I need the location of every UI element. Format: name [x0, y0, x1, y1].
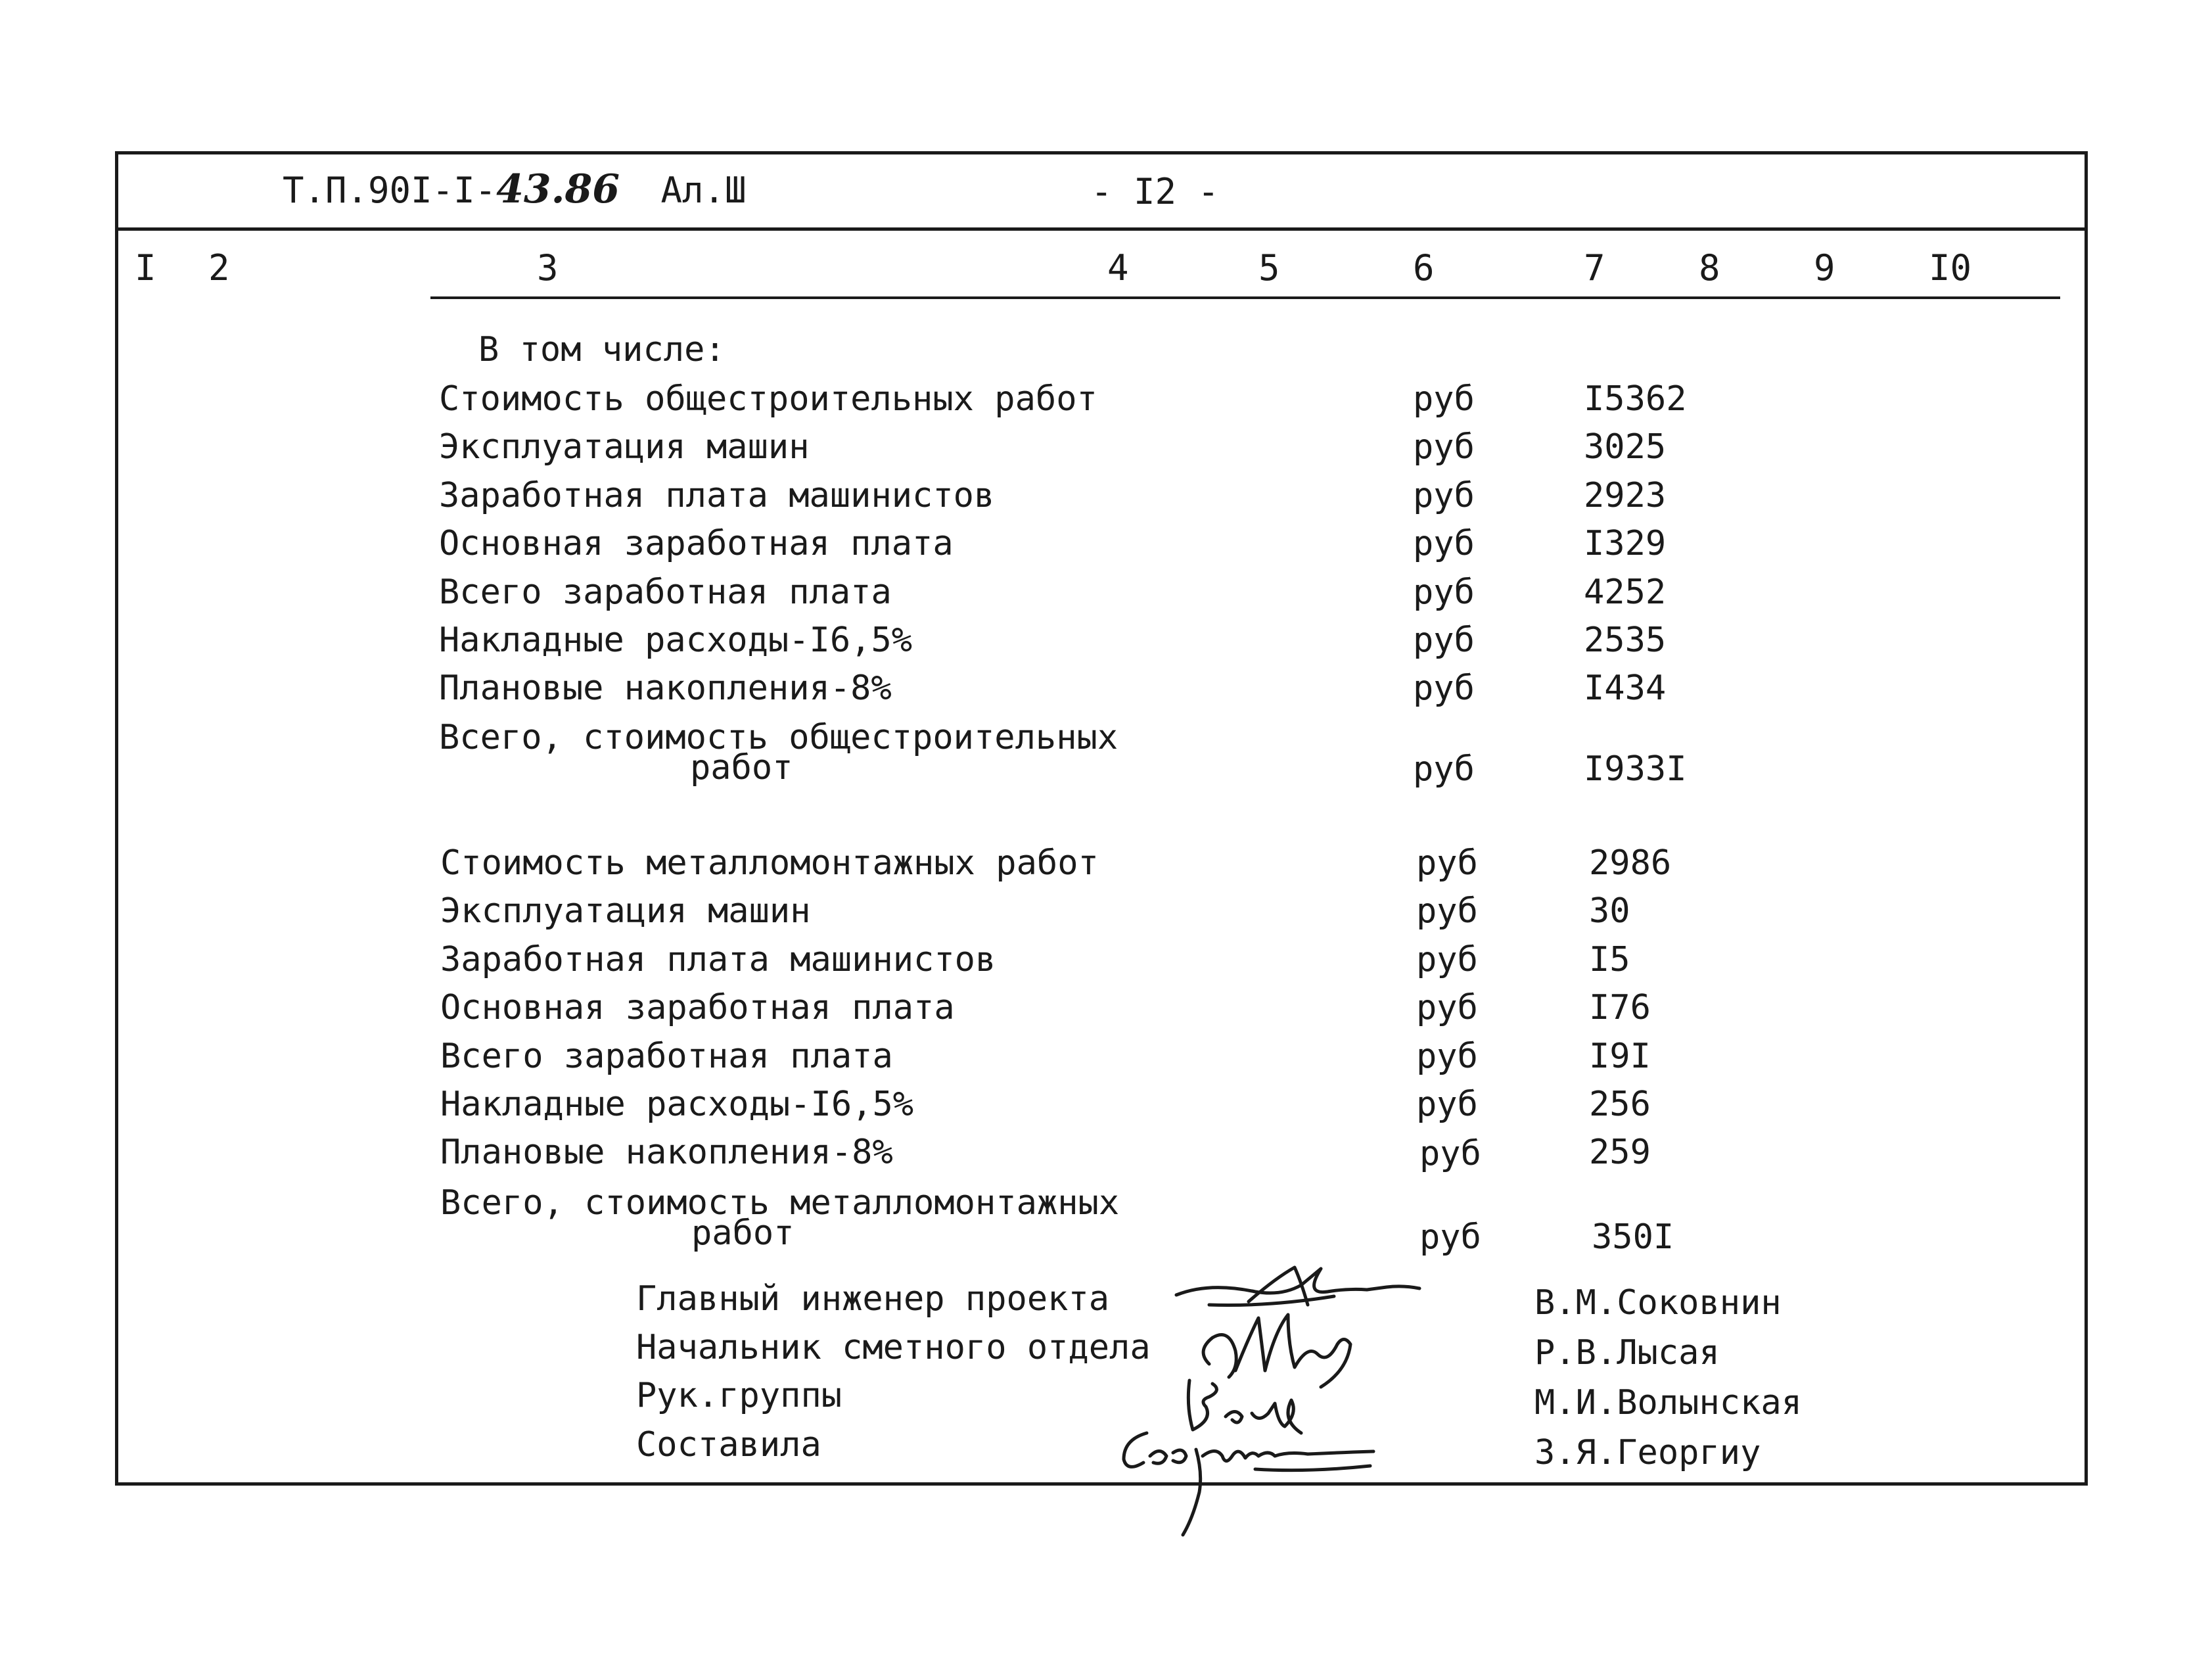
row-unit: руб — [1413, 427, 1475, 467]
row-unit: руб — [1413, 476, 1475, 515]
row-value: I933I — [1584, 749, 1687, 789]
row-name: Заработная плата машинистов — [440, 940, 996, 979]
row-value: I76 — [1589, 988, 1651, 1027]
row-name: Всего, стоимость металломонтажных — [440, 1183, 1120, 1223]
row-value: 350I — [1592, 1217, 1674, 1257]
row-value: I9I — [1589, 1037, 1651, 1076]
row-name: Всего заработная плата — [440, 1037, 893, 1076]
column-number-3: 3 — [537, 247, 559, 289]
signature-person: Р.В.Лысая — [1534, 1333, 1720, 1373]
row-unit: руб — [1416, 843, 1478, 883]
signature-role: Рук.группы — [636, 1376, 842, 1415]
row-value: I5362 — [1584, 379, 1687, 419]
row-unit: руб — [1413, 379, 1475, 419]
row-value: 2535 — [1584, 621, 1667, 660]
row-value: I434 — [1584, 669, 1667, 708]
row-name-continuation: работ — [691, 1213, 795, 1253]
row-name: Всего, стоимость общестроительных — [439, 718, 1118, 757]
signature-role: Составила — [636, 1425, 821, 1465]
row-name: Накладные расходы-I6,5% — [440, 1085, 914, 1124]
row-value: 259 — [1589, 1133, 1651, 1172]
signature-role: Главный инженер проекта — [636, 1279, 1110, 1319]
row-value: 256 — [1589, 1085, 1651, 1124]
row-unit: руб — [1416, 1085, 1478, 1124]
row-unit: руб — [1413, 524, 1475, 563]
row-value: I5 — [1589, 940, 1630, 979]
row-unit: руб — [1416, 1037, 1478, 1076]
signature-role: Начальник сметного отдела — [636, 1328, 1151, 1367]
signature-person: М.И.Волынская — [1534, 1383, 1802, 1422]
row-unit: руб — [1419, 1217, 1481, 1257]
handwritten-signature-compiler — [1111, 1420, 1387, 1538]
row-value: I329 — [1584, 524, 1667, 563]
row-name: Заработная плата машинистов — [439, 476, 995, 515]
row-name: Всего заработная плата — [439, 573, 892, 612]
row-value: 2923 — [1584, 476, 1667, 515]
row-unit: руб — [1413, 573, 1475, 612]
row-unit: руб — [1416, 988, 1478, 1027]
album-label: Ал.Ш — [660, 170, 747, 211]
row-name: Стоимость общестроительных работ — [439, 379, 1097, 419]
row-value: 4252 — [1584, 573, 1667, 612]
row-name: Эксплуатация машин — [439, 427, 810, 467]
column-number-5: 5 — [1258, 247, 1280, 289]
document-code — [283, 166, 747, 212]
row-unit: руб — [1416, 940, 1478, 979]
row-name: Стоимость металломонтажных работ — [440, 843, 1099, 883]
row-unit: руб — [1413, 621, 1475, 660]
row-value: 2986 — [1589, 843, 1672, 883]
row-name: Основная заработная плата — [440, 988, 955, 1027]
document-code-handwritten: 43.86 — [496, 166, 620, 212]
intro-text: В том числе: — [478, 330, 726, 369]
row-name: Накладные расходы-I6,5% — [439, 621, 913, 660]
row-value: 30 — [1589, 891, 1630, 931]
row-name: Эксплуатация машин — [440, 891, 811, 931]
row-unit: руб — [1419, 1134, 1481, 1173]
signature-person: В.М.Соковнин — [1534, 1283, 1782, 1323]
row-unit: руб — [1413, 749, 1475, 789]
signature-person: З.Я.Георгиу — [1534, 1433, 1761, 1472]
row-name: Основная заработная плата — [439, 524, 954, 563]
column-number-1: I — [135, 247, 156, 289]
row-unit: руб — [1416, 891, 1478, 931]
document-code-prefix: Т.П.90I-I- — [283, 170, 497, 211]
column-number-6: 6 — [1413, 247, 1435, 289]
row-name: Плановые накопления-8% — [439, 669, 892, 708]
row-name-continuation: работ — [690, 748, 793, 787]
row-value: 3025 — [1584, 427, 1667, 467]
column-number-9: 9 — [1814, 247, 1835, 289]
column-number-4: 4 — [1107, 247, 1129, 289]
row-name: Плановые накопления-8% — [440, 1133, 893, 1172]
row-unit: руб — [1413, 669, 1475, 708]
header-divider — [115, 227, 2088, 231]
column-numbers-underline — [430, 296, 2060, 299]
column-number-8: 8 — [1699, 247, 1720, 289]
column-number-7: 7 — [1584, 247, 1605, 289]
column-number-2: 2 — [208, 247, 230, 289]
page-number: - I2 - — [1091, 171, 1220, 212]
column-number-10: I0 — [1929, 247, 1972, 289]
